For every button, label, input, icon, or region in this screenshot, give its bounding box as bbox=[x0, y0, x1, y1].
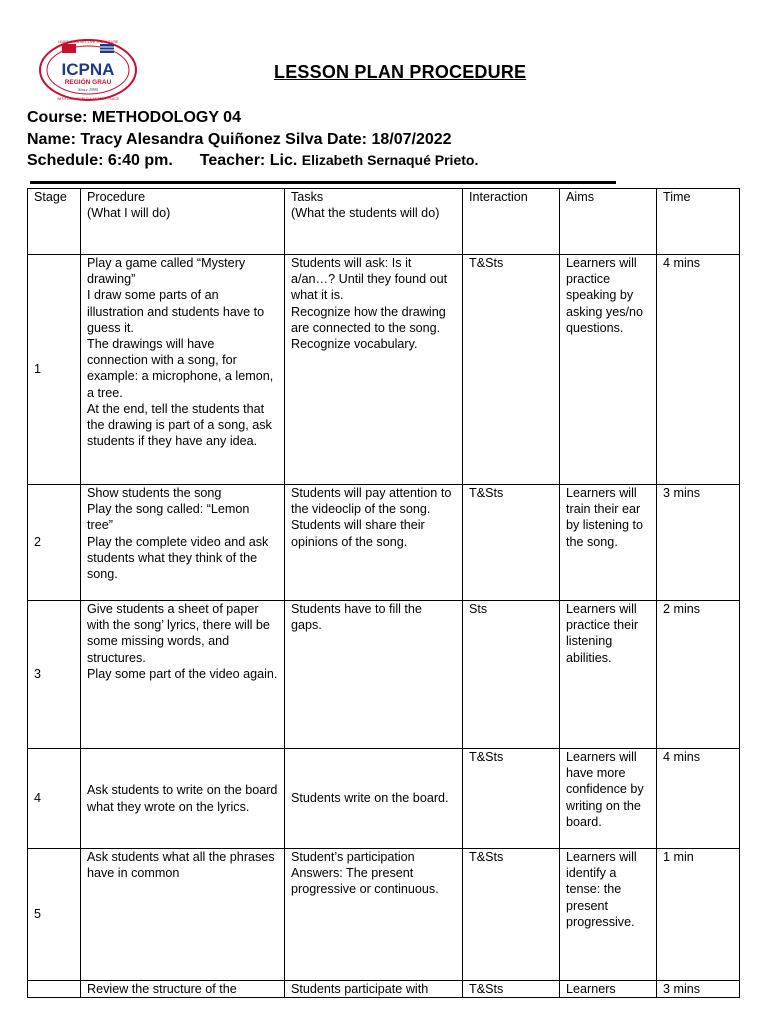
header-tasks: Tasks (What the students will do) bbox=[285, 189, 463, 255]
header-divider bbox=[30, 181, 616, 184]
aims-cell: Learners will practice their listening abilities. bbox=[560, 601, 657, 749]
interaction-cell: T&Sts bbox=[463, 255, 560, 485]
course-line bbox=[27, 109, 241, 127]
teacher-title: Lic. bbox=[269, 152, 298, 169]
time-cell: 3 mins bbox=[657, 485, 740, 601]
icpna-logo bbox=[38, 38, 138, 102]
lesson-plan-table bbox=[27, 188, 740, 998]
aims-cell: Learners bbox=[560, 981, 657, 998]
logo-brand: ICPNA bbox=[61, 60, 115, 79]
procedure-cell: Ask students to write on the board what they wrote on the lyrics. bbox=[81, 749, 285, 849]
stage-cell: 4 bbox=[28, 749, 81, 849]
table-row bbox=[28, 849, 740, 981]
header-procedure: Procedure (What I will do) bbox=[81, 189, 285, 255]
procedure-cell: Play a game called “Mystery drawing” I draw some parts of an illustration and students have to guess it. The drawings will have connection with a song, for example: a microphone, a lemon, a tree. At the end, tell the students that the drawing is part of a song, ask students if they have any idea. bbox=[81, 255, 285, 485]
time-cell: 1 min bbox=[657, 849, 740, 981]
interaction-cell: Sts bbox=[463, 601, 560, 749]
procedure-cell: Give students a sheet of paper with the song’ lyrics, there will be some missing words, and structures. Play some part of the video again. bbox=[81, 601, 285, 749]
tasks-cell: Students will pay attention to the videoclip of the song. Students will share their opinions of the song. bbox=[285, 485, 463, 601]
date-value: 18/07/2022 bbox=[371, 131, 452, 148]
time-cell: 2 mins bbox=[657, 601, 740, 749]
procedure-cell: Show students the song Play the song called: “Lemon tree” Play the complete video and ask students what they think of the song. bbox=[81, 485, 285, 601]
interaction-cell: T&Sts bbox=[463, 485, 560, 601]
teacher-label: Teacher: bbox=[199, 152, 266, 169]
procedure-cell: Ask students what all the phrases have in common bbox=[81, 849, 285, 981]
table-row bbox=[28, 981, 740, 998]
header-stage: Stage bbox=[28, 189, 81, 255]
tasks-cell: Student’s participation Answers: The present progressive or continuous. bbox=[285, 849, 463, 981]
header-aims: Aims bbox=[560, 189, 657, 255]
interaction-cell: T&Sts bbox=[463, 749, 560, 849]
document-title: LESSON PLAN PROCEDURE bbox=[274, 62, 527, 82]
teacher-value: Elizabeth Sernaqué Prieto. bbox=[301, 152, 479, 168]
stage-cell: 3 bbox=[28, 601, 81, 749]
name-label: Name: bbox=[27, 131, 76, 148]
table-row bbox=[28, 485, 740, 601]
interaction-cell: T&Sts bbox=[463, 849, 560, 981]
name-value: Tracy Alesandra Quiñonez Silva bbox=[80, 131, 323, 148]
stage-cell: 5 bbox=[28, 849, 81, 981]
table-row bbox=[28, 749, 740, 849]
header-interaction: Interaction bbox=[463, 189, 560, 255]
interaction-cell: T&Sts bbox=[463, 981, 560, 998]
time-cell: 4 mins bbox=[657, 749, 740, 849]
tasks-cell: Students have to fill the gaps. bbox=[285, 601, 463, 749]
tasks-cell: Students write on the board. bbox=[285, 749, 463, 849]
time-cell: 4 mins bbox=[657, 255, 740, 485]
time-cell: 3 mins bbox=[657, 981, 740, 998]
header-time: Time bbox=[657, 189, 740, 255]
schedule-line bbox=[27, 152, 478, 170]
table-row bbox=[28, 255, 740, 485]
course-label: Course: bbox=[27, 109, 88, 126]
course-value: METHODOLOGY 04 bbox=[91, 109, 241, 126]
tasks-cell: Students participate with bbox=[285, 981, 463, 998]
aims-cell: Learners will practice speaking by asking yes/no questions. bbox=[560, 255, 657, 485]
date-label: Date: bbox=[326, 131, 367, 148]
aims-cell: Learners will have more confidence by writing on the board. bbox=[560, 749, 657, 849]
stage-cell: 1 bbox=[28, 255, 81, 485]
logo-arc-top: LEARN ENGLISH, LIVE THE FUTURE bbox=[57, 40, 119, 44]
stage-cell bbox=[28, 981, 81, 998]
table-header-row bbox=[28, 189, 740, 255]
tasks-cell: Students will ask: Is it a/an…? Until they found out what it is. Recognize how the drawing are connected to the song. Recognize vocabulary. bbox=[285, 255, 463, 485]
table-row bbox=[28, 601, 740, 749]
schedule-value: 6:40 pm. bbox=[107, 152, 173, 169]
procedure-cell: Review the structure of the bbox=[81, 981, 285, 998]
logo-region: REGIÓN GRAU bbox=[64, 79, 112, 86]
logo-since: Since 1990 bbox=[78, 87, 98, 92]
aims-cell: Learners will train their ear by listening to the song. bbox=[560, 485, 657, 601]
aims-cell: Learners will identify a tense: the present progressive. bbox=[560, 849, 657, 981]
schedule-label: Schedule: bbox=[27, 152, 104, 169]
stage-cell: 2 bbox=[28, 485, 81, 601]
logo-arc-bottom: WITH OUR WORLD A BETTER PLACE bbox=[57, 97, 119, 101]
name-line bbox=[27, 131, 452, 149]
